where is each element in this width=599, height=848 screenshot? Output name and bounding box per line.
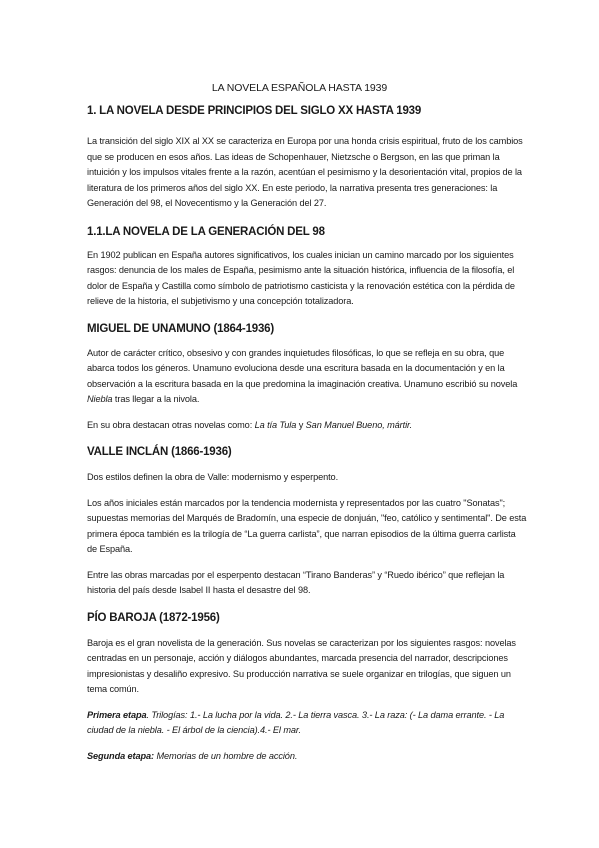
section-heading-1: 1. LA NOVELA DESDE PRINCIPIOS DEL SIGLO XX HASTA 1939 [87, 105, 422, 117]
paragraph-intro: La transición del siglo XIX al XX se caracteriza en Europa por una honda crisis espiritual, fruto de los cambios que se producen en esos años. Las ideas de Schopenhauer, Nietzsche o Bergson, en las que priman la intuición y los impulsos vitales frente a la razón, acentúan el pesimismo y la desorientación vital, propios de la literatura de los primeros años del siglo XX. En este periodo, la narrativa presenta tres generaciones: la Generación del 98, el Novecentismo y la Generación del 27. [87, 136, 523, 208]
title-niebla: Niebla [87, 394, 113, 404]
etapa-2-label: Segunda etapa: [87, 750, 155, 761]
heading-unamuno: MIGUEL DE UNAMUNO (1864-1936) [87, 322, 274, 335]
document-body [87, 104, 527, 764]
paragraph-generacion-98: En 1902 publican en España autores significativos, los cuales inician un camino marcado por los siguientes rasgos: denuncia de los males de España, pesimismo ante la situación histórica, influencia de la filosofía, el dolor de España y Castilla como símbolo de patriotismo casticista y la renovación estética con la pérdida de relieve de la historia, el subjetivismo y una concepción totalizadora. [87, 249, 515, 306]
paragraph-valle-1: Dos estilos definen la obra de Valle: modernismo y esperpento. [87, 472, 339, 482]
unamuno-text: Autor de carácter crítico, obsesivo y con grandes inquietudes filosóficas, lo que se refleja en su obra, que abarca todos los géneros. Unamuno evoluciona desde una escritura basada en la documentación y en la observación a la escritura basada en la que predomina la imaginación creativa. Unamuno escribió su novela [87, 347, 518, 389]
paragraph-baroja-etapa-2 [87, 749, 527, 765]
etapa-1-label: Primera etapa [87, 709, 147, 720]
heading-pio-baroja: PÍO BAROJA (1872-1956) [87, 611, 220, 624]
title-la-tia-tula: La tía Tula [254, 419, 297, 430]
unamuno-novels-intro: En su obra destacan otras novelas como: [87, 419, 255, 430]
heading-valle-inclan: VALLE INCLÁN (1866-1936) [87, 446, 232, 458]
paragraph-baroja-etapa-1 [87, 708, 527, 739]
section-heading-1-1: 1.1.LA NOVELA DE LA GENERACIÓN DEL 98 [87, 225, 325, 238]
title-san-manuel-bueno: San Manuel Bueno, mártir. [305, 419, 413, 430]
paragraph-unamuno-2 [87, 418, 527, 434]
document-title: LA NOVELA ESPAÑOLA HASTA 1939 [211, 82, 388, 94]
paragraph-unamuno-1 [87, 346, 527, 408]
paragraph-valle-2: Los años iniciales están marcados por la tendencia modernista y representados por las cuatro "Sonatas"; supuestas memorias del Marqués de Bradomín, una especie de donjuán, "feo, católico y sentimental". De esta primera época también es la trilogía de “La guerra carlista”, que narran episodios de la última guerra carlista de España. [87, 497, 527, 554]
paragraph-valle-3: Entre las obras marcadas por el esperpento destacan “Tirano Banderas” y “Ruedo ibérico” que reflejan la historia del país desde Isabel II hasta el desastre del 98. [87, 569, 505, 595]
etapa-1-text: . Trilogías: 1.- La lucha por la vida. 2.- La tierra vasca. 3.- La raza: (- La dama errante. - La ciudad de la niebla. - El árbol de la ciencia).4.- El mar. [87, 709, 505, 735]
conjunction: y [296, 419, 306, 430]
etapa-2-text: Memorias de un hombre de acción. [154, 750, 298, 761]
unamuno-text-end: tras llegar a la nivola. [112, 394, 200, 404]
paragraph-baroja-1: Baroja es el gran novelista de la generación. Sus novelas se caracterizan por los siguientes rasgos: novelas centradas en un personaje, acción y diálogos abundantes, marcada presencia del narrador, descripciones impresionistas y desaliño expresivo. Su producción narrativa se suele organizar en trilogías, que siguen un tema común. [87, 637, 516, 694]
